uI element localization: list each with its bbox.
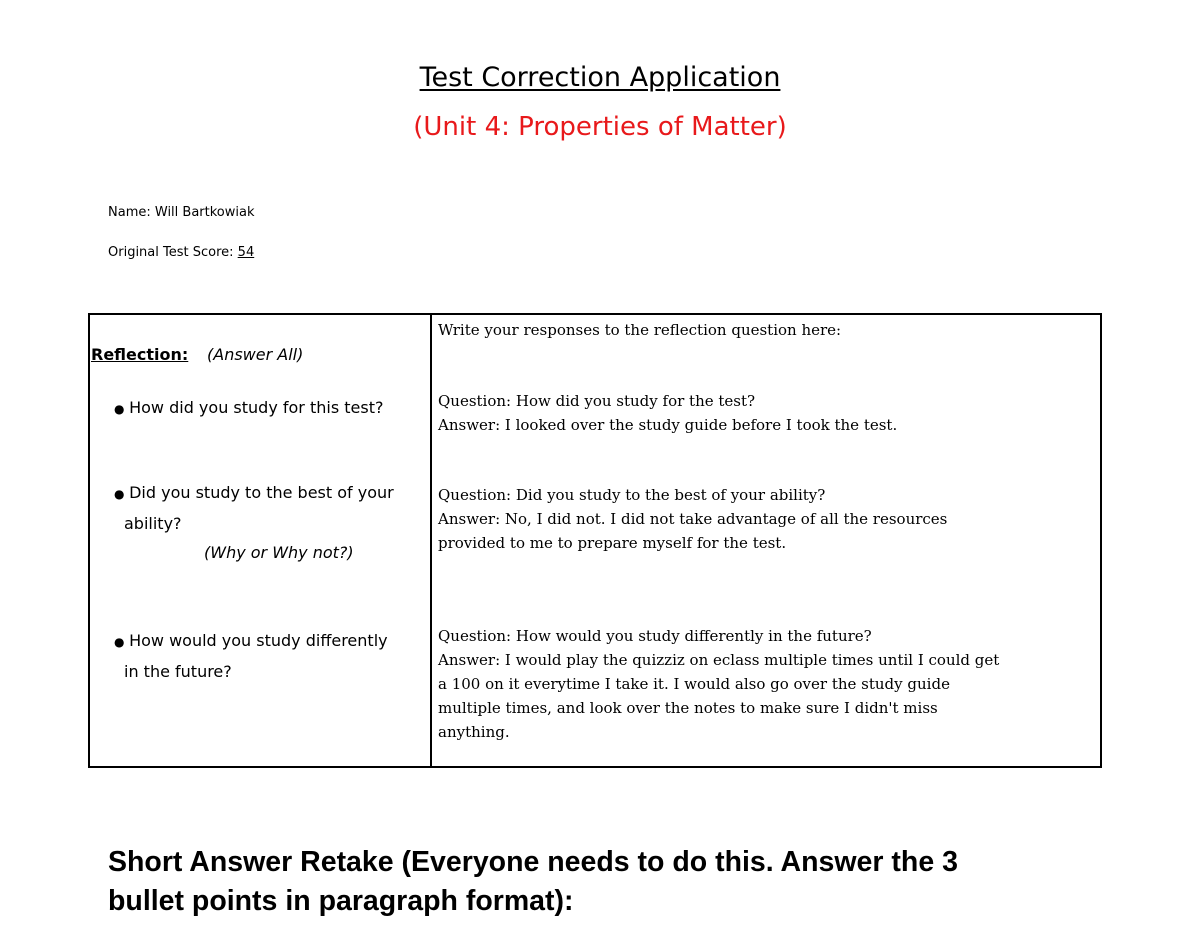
score-label: Original Test Score: bbox=[108, 245, 234, 260]
retake-heading-line: Short Answer Retake (Everyone needs to do this. Answer the 3 bbox=[108, 846, 958, 878]
bullet-icon: ● bbox=[114, 635, 125, 649]
response-question: Question: Did you study to the best of your ability? bbox=[438, 486, 826, 504]
answer-all-instruction: (Answer All) bbox=[207, 345, 304, 364]
reflection-responses-column bbox=[438, 315, 1088, 766]
question-text: Did you study to the best of your bbox=[129, 483, 394, 502]
response-1 bbox=[438, 389, 1088, 437]
response-answer-line: Answer: No, I did not. I did not take advantage of all the resources bbox=[438, 510, 948, 528]
response-prompt: Write your responses to the reflection question here: bbox=[438, 321, 842, 339]
page-subtitle: (Unit 4: Properties of Matter) bbox=[413, 112, 787, 142]
bullet-icon: ● bbox=[114, 402, 125, 416]
test-score: 54 bbox=[237, 245, 255, 260]
retake-heading bbox=[108, 843, 1098, 921]
student-name-line bbox=[108, 205, 255, 220]
retake-heading-line: bullet points in paragraph format): bbox=[108, 885, 574, 917]
response-answer-line: multiple times, and look over the notes to make sure I didn't miss bbox=[438, 699, 938, 717]
student-name: Will Bartkowiak bbox=[154, 205, 255, 220]
reflection-question-2 bbox=[114, 478, 414, 539]
reflection-question-3 bbox=[114, 626, 414, 687]
reflection-table bbox=[88, 313, 1102, 768]
reflection-label: Reflection: bbox=[91, 345, 189, 364]
response-3 bbox=[438, 624, 1088, 744]
response-answer-line: Answer: I looked over the study guide before I took the test. bbox=[438, 416, 898, 434]
question-text-continued: in the future? bbox=[124, 662, 232, 681]
why-note: (Why or Why not?) bbox=[204, 543, 354, 562]
question-text-continued: ability? bbox=[124, 514, 182, 533]
page-title: Test Correction Application bbox=[419, 62, 781, 93]
test-score-line bbox=[108, 245, 254, 260]
question-text: How did you study for this test? bbox=[129, 398, 384, 417]
response-question: Question: How did you study for the test? bbox=[438, 392, 756, 410]
question-text: How would you study differently bbox=[129, 631, 388, 650]
response-answer-line: a 100 on it everytime I take it. I would also go over the study guide bbox=[438, 675, 950, 693]
response-answer-line: Answer: I would play the quizziz on eclass multiple times until I could get bbox=[438, 651, 1000, 669]
bullet-icon: ● bbox=[114, 487, 125, 501]
reflection-question-1 bbox=[114, 393, 414, 424]
response-question: Question: How would you study differently in the future? bbox=[438, 627, 872, 645]
column-divider bbox=[430, 315, 432, 766]
name-label: Name: bbox=[108, 205, 151, 220]
reflection-questions-column bbox=[90, 315, 430, 766]
response-2 bbox=[438, 483, 1088, 555]
response-answer-line: provided to me to prepare myself for the test. bbox=[438, 534, 787, 552]
response-answer-line: anything. bbox=[438, 723, 510, 741]
